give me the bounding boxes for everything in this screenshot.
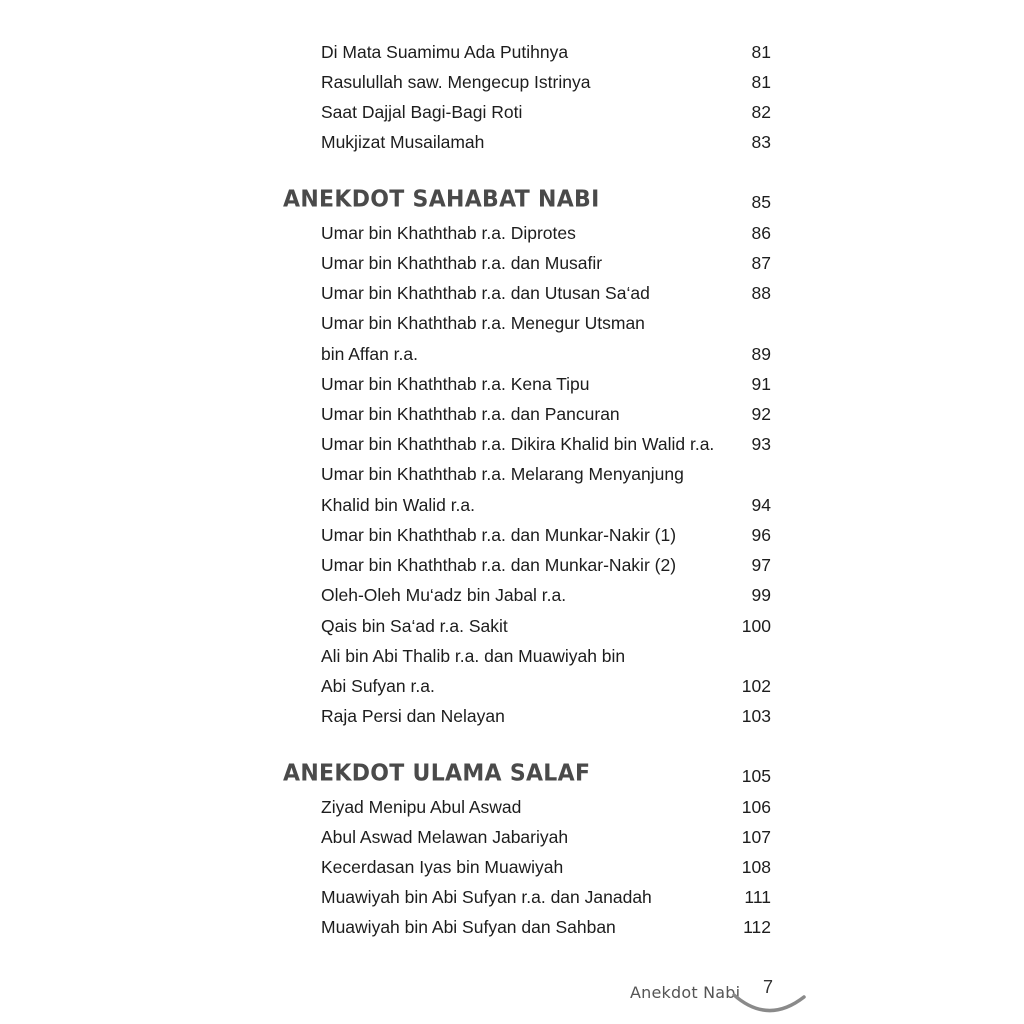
section-heading-title: ANEKDOT SAHABAT NABI <box>283 186 600 213</box>
entry-title: Umar bin Khaththab r.a. dan Utusan Sa‘ad <box>321 283 650 303</box>
entry-page: 96 <box>751 525 771 545</box>
entry-title: Oleh-Oleh Mu‘adz bin Jabal r.a. <box>321 585 567 605</box>
toc-entry[interactable] <box>321 641 771 671</box>
entry-title: Khalid bin Walid r.a. <box>321 495 476 515</box>
entry-page: 88 <box>751 283 771 303</box>
entry-page: 107 <box>741 827 771 847</box>
toc-entry[interactable] <box>321 339 771 369</box>
entry-page: 91 <box>751 374 771 394</box>
section-heading-sahabat-nabi[interactable] <box>283 183 771 217</box>
toc-entry[interactable] <box>321 248 771 278</box>
entry-title: Muawiyah bin Abi Sufyan dan Sahban <box>321 917 616 937</box>
entry-title: Abul Aswad Melawan Jabariyah <box>321 827 569 847</box>
toc-entry[interactable] <box>321 520 771 550</box>
entry-title: Di Mata Suamimu Ada Putihnya <box>321 42 569 62</box>
entry-page: 106 <box>741 797 771 817</box>
toc-entry[interactable] <box>321 490 771 520</box>
entry-title: Muawiyah bin Abi Sufyan r.a. dan Janadah <box>321 887 652 907</box>
entry-page: 82 <box>751 102 771 122</box>
entry-title: Ali bin Abi Thalib r.a. dan Muawiyah bin <box>321 646 626 666</box>
entry-title: Umar bin Khaththab r.a. Dikira Khalid bin Walid r.a. <box>321 434 715 454</box>
toc-entry[interactable] <box>321 37 771 67</box>
toc-entry[interactable] <box>321 611 771 641</box>
entry-title: bin Affan r.a. <box>321 344 418 364</box>
entry-title: Umar bin Khaththab r.a. Diprotes <box>321 223 576 243</box>
toc-entry[interactable] <box>321 671 771 701</box>
entry-page: 108 <box>741 857 771 877</box>
footer-book-title: Anekdot Nabi <box>630 983 741 1002</box>
entry-page: 111 <box>744 887 771 907</box>
entry-page: 94 <box>751 495 771 515</box>
entry-page: 99 <box>751 585 771 605</box>
entry-title: Saat Dajjal Bagi-Bagi Roti <box>321 102 523 122</box>
toc-entry[interactable] <box>321 550 771 580</box>
toc-entry[interactable] <box>321 792 771 822</box>
entry-title: Umar bin Khaththab r.a. dan Munkar-Nakir (1) <box>321 525 677 545</box>
entry-page: 93 <box>751 434 771 454</box>
toc-entry[interactable] <box>321 218 771 248</box>
entry-page: 83 <box>751 132 771 152</box>
toc-entry[interactable] <box>321 882 771 912</box>
footer-page-number: 7 <box>763 977 774 997</box>
entry-title: Ziyad Menipu Abul Aswad <box>321 797 522 817</box>
entry-page: 103 <box>741 706 771 726</box>
section-heading-title: ANEKDOT ULAMA SALAF <box>283 760 591 787</box>
entry-title: Umar bin Khaththab r.a. Menegur Utsman <box>321 313 645 333</box>
entry-title: Umar bin Khaththab r.a. Kena Tipu <box>321 374 590 394</box>
toc-entry[interactable] <box>321 580 771 610</box>
entry-page: 81 <box>751 42 771 62</box>
toc-entry[interactable] <box>321 399 771 429</box>
entry-page: 102 <box>741 676 771 696</box>
toc-entry[interactable] <box>321 822 771 852</box>
entry-page: 86 <box>751 223 771 243</box>
entry-title: Qais bin Sa‘ad r.a. Sakit <box>321 616 508 636</box>
entry-title: Umar bin Khaththab r.a. dan Musafir <box>321 253 603 273</box>
entry-page: 81 <box>751 72 771 92</box>
toc-entry[interactable] <box>321 912 771 942</box>
toc-entry[interactable] <box>321 308 771 338</box>
section-heading-page: 85 <box>751 192 771 212</box>
section-heading-page: 105 <box>741 766 771 786</box>
entry-title: Kecerdasan Iyas bin Muawiyah <box>321 857 564 877</box>
entry-title: Umar bin Khaththab r.a. dan Munkar-Nakir (2) <box>321 555 677 575</box>
toc-entry[interactable] <box>321 278 771 308</box>
entry-page: 97 <box>751 555 771 575</box>
section-heading-ulama-salaf[interactable] <box>283 757 771 791</box>
entry-title: Umar bin Khaththab r.a. dan Pancuran <box>321 404 620 424</box>
entry-title: Rasulullah saw. Mengecup Istrinya <box>321 72 591 92</box>
entry-page: 100 <box>741 616 771 636</box>
entry-title: Mukjizat Musailamah <box>321 132 485 152</box>
toc-entry[interactable] <box>321 701 771 731</box>
toc-entry[interactable] <box>321 369 771 399</box>
toc-entry[interactable] <box>321 459 771 489</box>
toc-entry[interactable] <box>321 127 771 157</box>
entry-title: Abi Sufyan r.a. <box>321 676 435 696</box>
entry-title: Umar bin Khaththab r.a. Melarang Menyanjung <box>321 464 684 484</box>
toc-entry[interactable] <box>321 67 771 97</box>
toc-entry[interactable] <box>321 97 771 127</box>
entry-page: 92 <box>751 404 771 424</box>
entry-title: Raja Persi dan Nelayan <box>321 706 505 726</box>
entry-page: 89 <box>751 344 771 364</box>
toc-entry[interactable] <box>321 429 771 459</box>
page-footer <box>628 975 818 1015</box>
toc-entry[interactable] <box>321 852 771 882</box>
entry-page: 112 <box>743 917 771 937</box>
entry-page: 87 <box>751 253 771 273</box>
